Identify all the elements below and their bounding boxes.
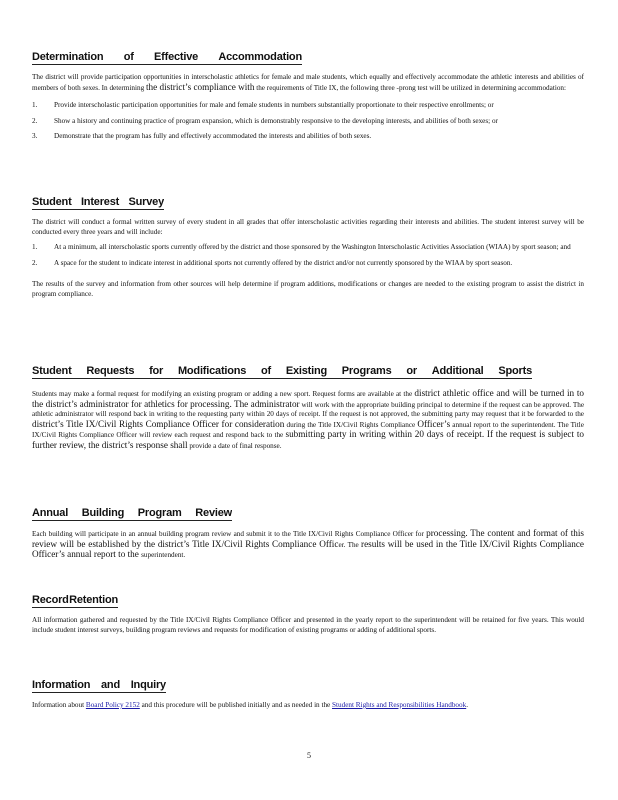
- heading-word: Sports: [498, 365, 532, 377]
- text-run: submitting party in writing within 20 days of receipt. If the request is subject to further review, the district’s response shall: [32, 429, 584, 450]
- list-text: Show a history and continuing practice of program expansion, which is demonstrably responsive to the developing interests, and abilities of both sexes; or: [54, 116, 498, 125]
- heading-word: Record: [32, 594, 69, 606]
- text-run: Officer’s: [417, 418, 451, 429]
- heading-word: Existing: [285, 365, 327, 377]
- section-heading: [32, 593, 118, 608]
- heading-word: Review: [195, 507, 232, 519]
- heading-word: Inquiry: [130, 679, 166, 691]
- text-run: provide a date of final response.: [187, 441, 282, 450]
- paragraph: The results of the survey and information from other sources will help determine if program additions, modifications or changes are needed to the existing program to assist the district in program compliance.: [32, 280, 584, 298]
- heading-word: of: [261, 365, 272, 377]
- accommodation-test-list: [32, 101, 584, 142]
- heading-word: Student: [32, 196, 72, 208]
- list-text: At a minimum, all interscholastic sports currently offered by the district and those sponsored by the Washington Interscholastic Activities Association (WIAA) by sport season; and: [54, 243, 571, 251]
- heading-word: for: [149, 365, 164, 377]
- list-item: [32, 259, 584, 269]
- text-run: district athletic office and will be turned in to the district’s administrator for athletics for processing. The administrator: [32, 388, 585, 409]
- list-number: 2.: [32, 116, 38, 125]
- board-policy-link[interactable]: Board Policy 2152: [85, 701, 140, 709]
- text-run: the requirements of Title IX, the following three -prong test will be utilized in determining accommodation:: [254, 83, 567, 92]
- list-number: 2.: [32, 258, 38, 267]
- text-run: Students may make a formal request for modifying an existing program or adding a new sport. Request forms are available at the: [32, 390, 413, 398]
- section-heading: [32, 506, 232, 521]
- paragraph: The district will conduct a formal written survey of every student in all grades that offer interscholastic activities regarding their interests and abilities. The student interest survey will be conducted every three years and will include:: [32, 218, 584, 236]
- page-number: 5: [307, 751, 311, 760]
- survey-list: [32, 243, 584, 268]
- section-determination: [32, 50, 584, 142]
- list-number: 1.: [32, 243, 38, 251]
- heading-word: Requests: [86, 365, 135, 377]
- text-run: Each building will participate in an annual building program review and submit it to the Title IX/Civil Rights Compliance Officer for: [32, 530, 427, 538]
- list-item: [32, 243, 584, 253]
- text-run: .: [466, 701, 468, 709]
- section-survey: [32, 195, 584, 299]
- text-run: during the Title IX/Civil Rights Compliance: [284, 420, 418, 429]
- list-item: [32, 132, 584, 142]
- heading-word: Information: [32, 679, 91, 691]
- text-run: Information about: [32, 701, 86, 709]
- text-run: processing. The content and format of this review will be established by the district’s Title IX/Civil Rights Compliance Offic: [32, 528, 584, 549]
- heading-word: Student: [32, 365, 72, 377]
- paragraph: [32, 73, 584, 93]
- text-run: superintendent.: [141, 551, 186, 559]
- heading-word: Programs: [341, 365, 392, 377]
- heading-word: Additional: [431, 365, 484, 377]
- section-heading: [32, 364, 532, 379]
- heading-word: Program: [137, 507, 182, 519]
- heading-word: Accommodation: [218, 51, 302, 63]
- section-inquiry: [32, 678, 584, 711]
- text-run: er. The: [338, 540, 362, 549]
- heading-word: Modifications: [177, 365, 247, 377]
- list-text: Provide interscholastic participation opportunities for male and female students in numbers substantially proportionate to their respective enrollments; or: [54, 101, 494, 109]
- section-review: [32, 506, 584, 561]
- section-heading: [32, 195, 164, 210]
- section-requests: [32, 364, 584, 451]
- section-retention: [32, 593, 584, 635]
- list-item: [32, 101, 584, 111]
- text-run: will work with the appropriate building principal to determine if the request can be approved. The athletic administrator will respond back in writing to the requesting party within 20 days of receipt. If the request is not approved, the submitting party may request that it be forwarded to the: [32, 400, 585, 418]
- text-run: annual report to the superintendent. The Title IX/Civil Rights Compliance Officer will review each request and respond back to the: [32, 420, 584, 439]
- list-number: 1.: [32, 101, 38, 109]
- list-item: [32, 117, 584, 127]
- heading-word: of: [123, 51, 134, 63]
- text-run: results will be used in the Title IX/Civil Rights Compliance Officer’s annual report to the: [32, 538, 585, 559]
- heading-word: Determination: [32, 51, 104, 63]
- heading-word: or: [406, 365, 417, 377]
- list-text: A space for the student to indicate interest in additional sports not currently offered by the district and/or not currently sponsored by the WIAA by sport season.: [54, 258, 513, 267]
- list-number: 3.: [32, 132, 38, 140]
- text-run: district’s Title IX/Civil Rights Compliance Officer for consideration: [32, 418, 285, 429]
- heading-word: Annual: [32, 507, 69, 519]
- heading-word: and: [101, 679, 120, 691]
- text-run: and this procedure will be published initially and as needed in the: [139, 701, 333, 709]
- paragraph: All information gathered and requested by the Title IX/Civil Rights Compliance Officer and presented in the yearly report to the superintendent will be retained for five years. This would include student interest surveys, building program reviews and requests for modification of existing programs or adding of additional sports.: [32, 616, 584, 634]
- list-text: Demonstrate that the program has fully and effectively accommodated the interests and abilities of both sexes.: [54, 132, 372, 140]
- paragraph: [32, 701, 584, 711]
- heading-word: Retention: [69, 594, 118, 606]
- heading-word: Survey: [128, 196, 164, 208]
- handbook-link[interactable]: Student Rights and Responsibilities Handbook: [332, 701, 467, 709]
- paragraph: [32, 529, 584, 561]
- text-run: The district will provide participation opportunities in interscholastic athletics for female and male students, which equally and effectively accommodate the athletic interests and abilities of members of both sexes. In determining: [32, 73, 584, 92]
- section-heading: [32, 50, 302, 65]
- heading-word: Effective: [154, 51, 199, 63]
- paragraph: [32, 389, 584, 451]
- text-run: the district’s compliance with: [145, 81, 255, 92]
- heading-word: Building: [81, 507, 125, 519]
- heading-word: Interest: [80, 196, 120, 208]
- section-heading: [32, 678, 166, 693]
